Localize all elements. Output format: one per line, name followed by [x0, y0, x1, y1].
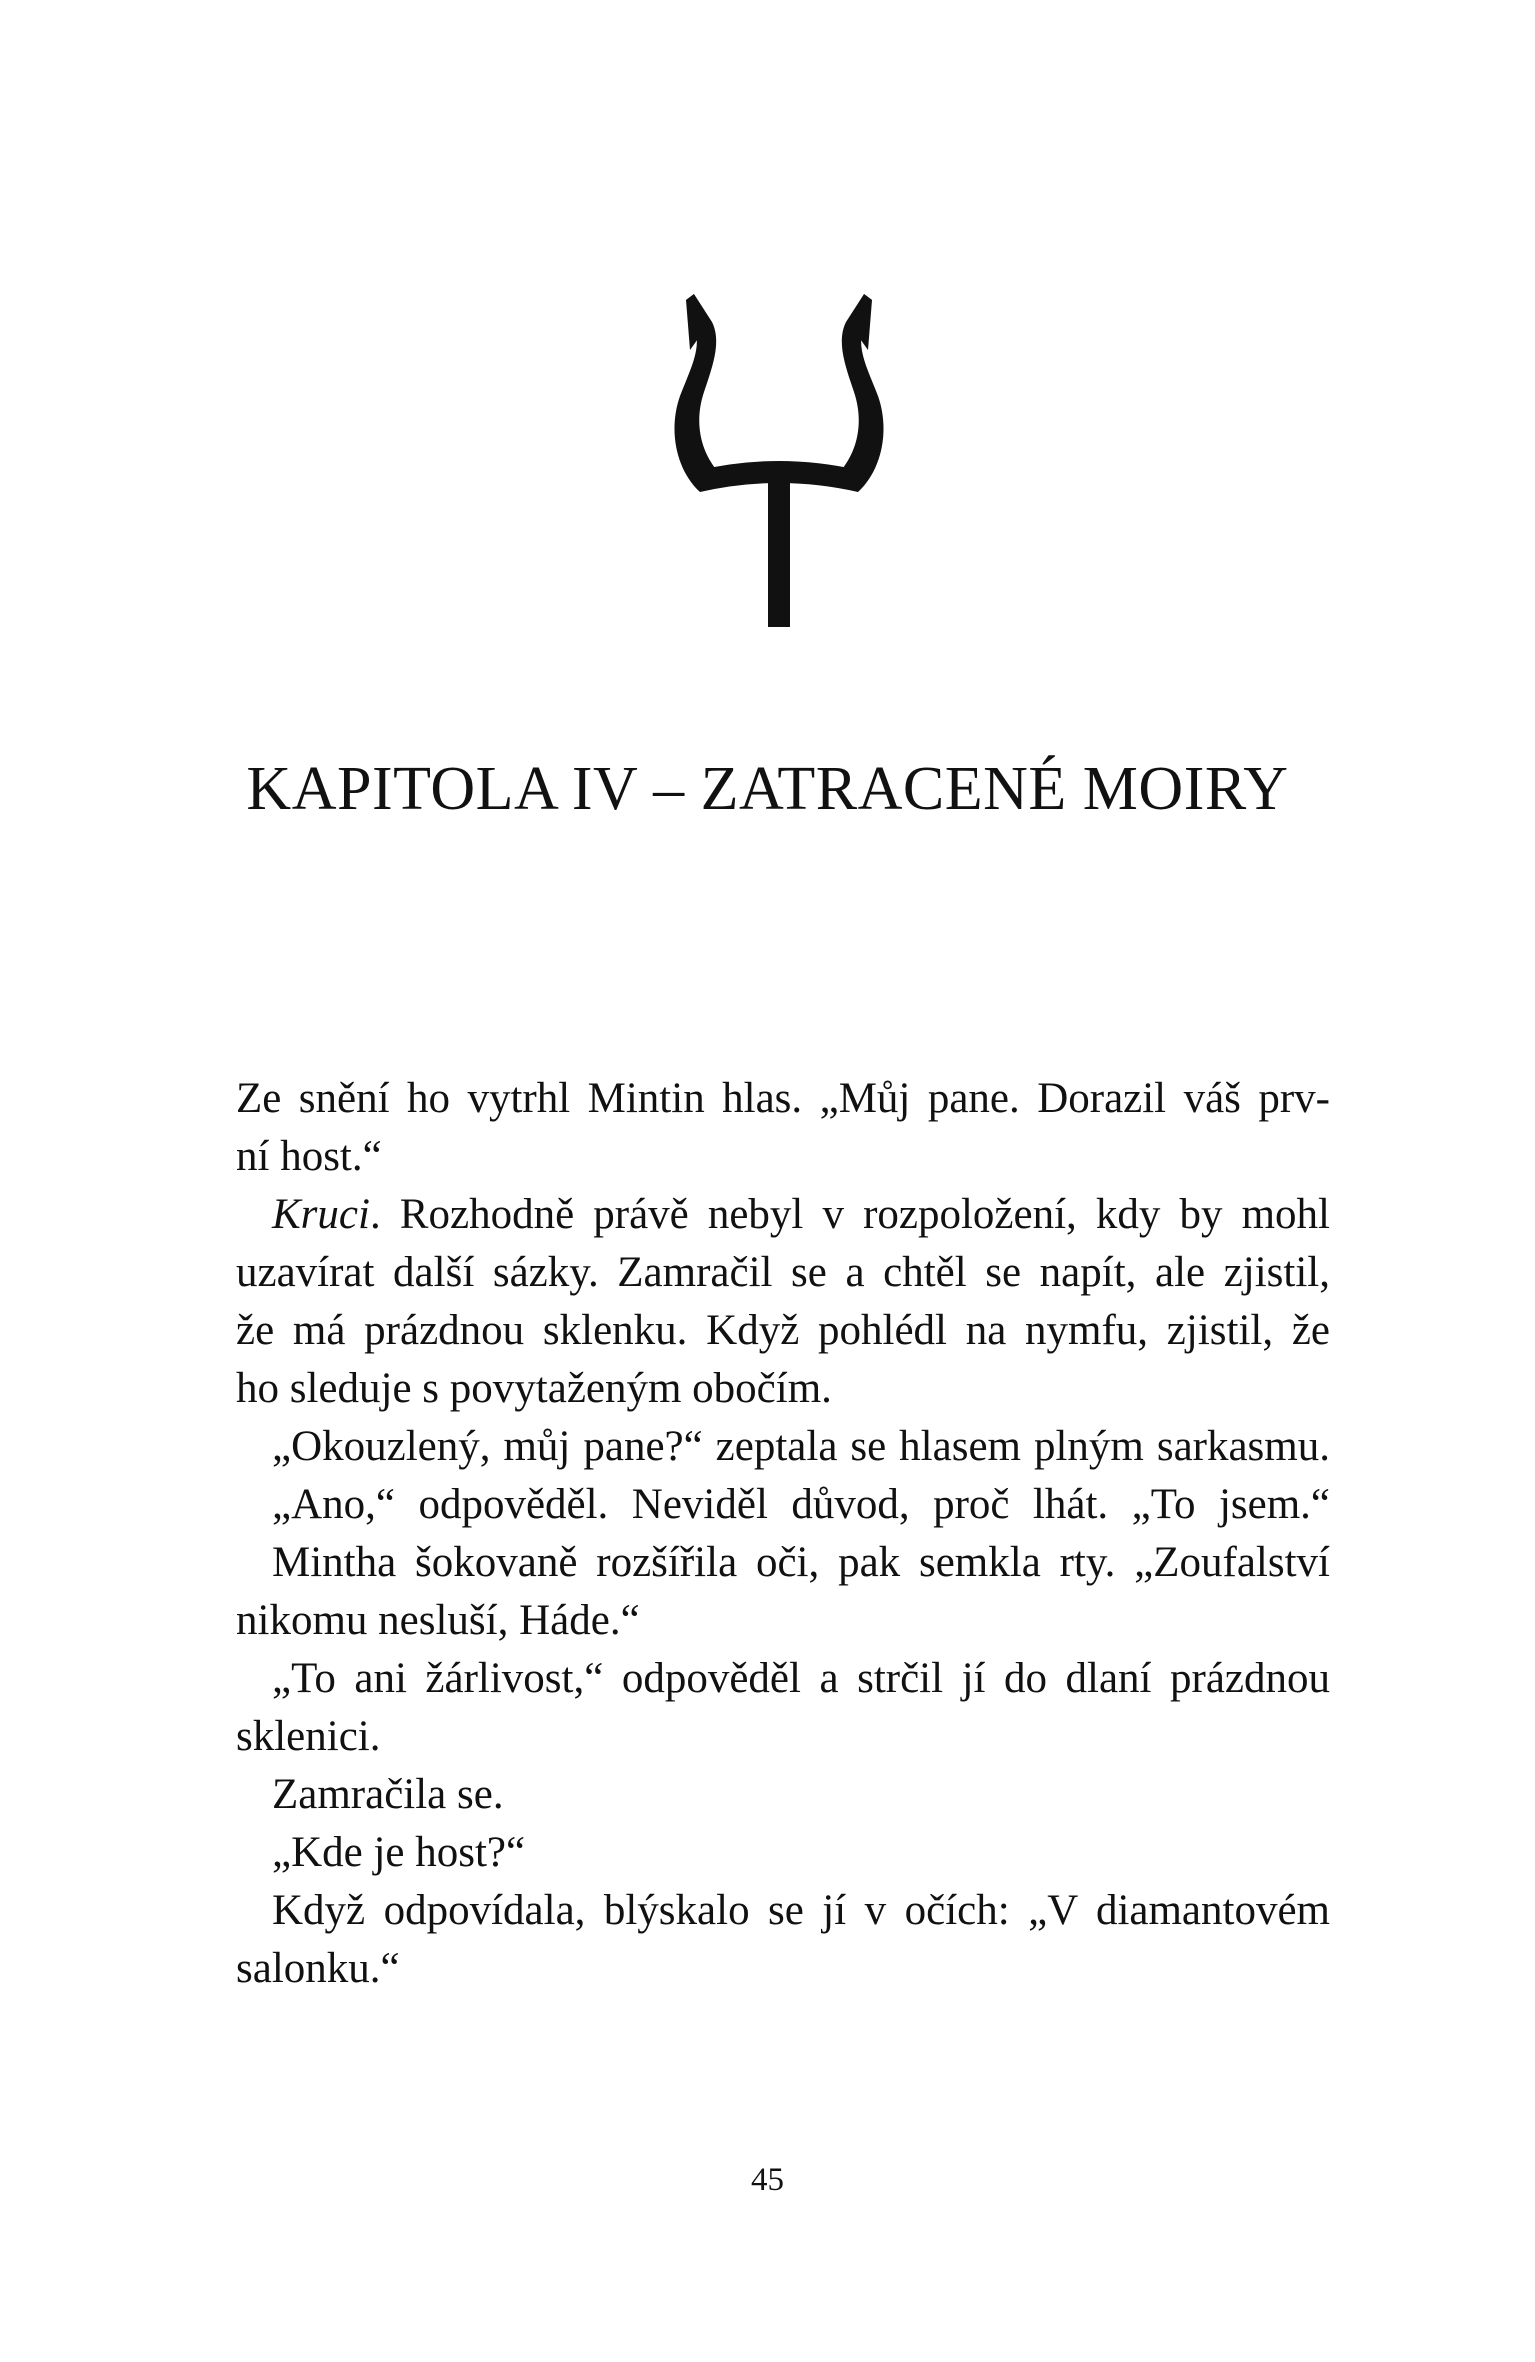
paragraph-line: „Ano,“ odpověděl. Neviděl důvod, proč lhát. „To jsem.“ [272, 1481, 1330, 1528]
paragraph-line: Zamračila se. [272, 1771, 504, 1818]
paragraph-line: ní host.“ [236, 1133, 382, 1180]
paragraph-line: uzavírat další sázky. Zamračil se a chtěl se napít, ale zjistil, [236, 1249, 1330, 1296]
paragraph-line: sklenici. [236, 1713, 381, 1760]
chapter-title: KAPITOLA IV – ZATRACENÉ MOIRY [246, 755, 1289, 823]
paragraph-line: „Kde je host?“ [272, 1829, 526, 1876]
paragraph-line: „Okouzlený, můj pane?“ zeptala se hlasem plným sarkasmu. [272, 1423, 1330, 1470]
paragraph-line: Ze snění ho vytrhl Mintin hlas. „Můj pane. Dorazil váš prv- [236, 1075, 1330, 1122]
chapter-body [236, 1070, 1330, 1998]
paragraph-line: nikomu nesluší, Háde.“ [236, 1597, 640, 1644]
paragraph-line: Kruci. Rozhodně právě nebyl v rozpoložení, kdy by mohl [272, 1191, 1330, 1238]
paragraph-line: „To ani žárlivost,“ odpověděl a strčil jí do dlaní prázdnou [272, 1655, 1330, 1702]
italic-word: Kruci [272, 1191, 370, 1238]
page-number: 45 [751, 2162, 784, 2198]
paragraph-line: salonku.“ [236, 1945, 400, 1992]
paragraph-line: Mintha šokovaně rozšířila oči, pak semkla rty. „Zoufalství [272, 1539, 1330, 1586]
paragraph-line: Když odpovídala, blýskalo se jí v očích: „V diamantovém [272, 1887, 1330, 1934]
paragraph-line: ho sleduje s povytaženým obočím. [236, 1365, 832, 1412]
paragraph-line: že má prázdnou sklenku. Když pohlédl na nymfu, zjistil, že [236, 1307, 1330, 1354]
